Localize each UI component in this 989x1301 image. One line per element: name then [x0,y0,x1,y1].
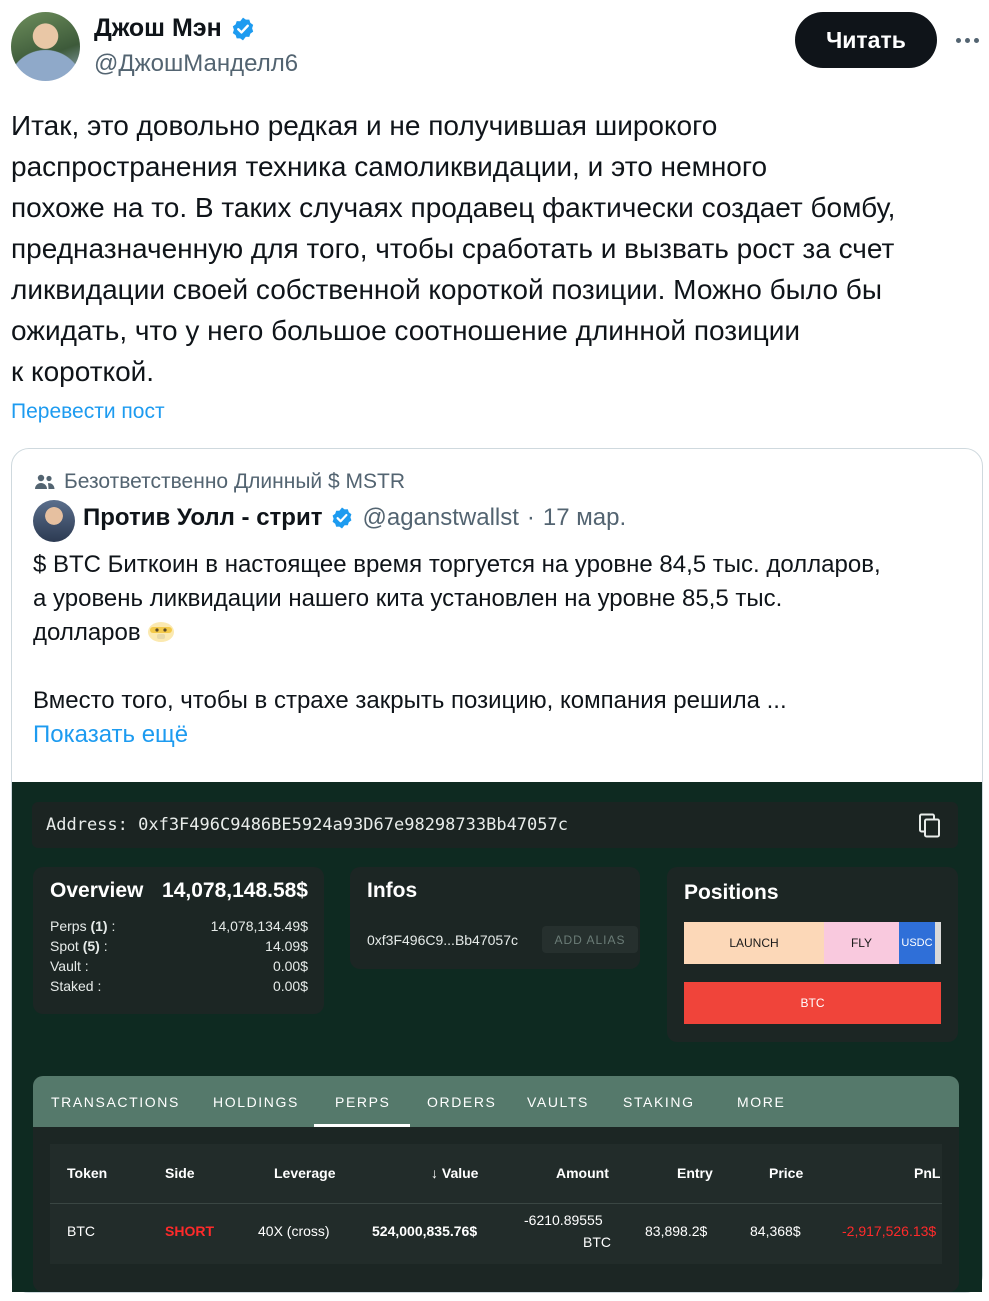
row-value: 14.09$ [265,938,308,954]
position-usdc-block[interactable]: USDC [899,922,935,964]
overview-title: Overview [50,879,144,902]
community-label[interactable] [34,470,405,494]
author-name[interactable]: Джош Мэн [94,14,222,42]
row-label: Spot [50,938,79,954]
cell-entry: 83,898.2$ [645,1223,708,1239]
infos-title: Infos [367,879,418,902]
row-count: (1) [90,918,108,934]
row-label: Staked : [50,978,102,994]
tab-orders[interactable]: ORDERS [427,1093,497,1110]
perps-table [50,1144,942,1264]
author-avatar[interactable] [11,12,80,81]
positions-title: Positions [684,881,779,904]
quoted-author-handle[interactable]: @aganstwallst [362,504,519,531]
quoted-author-avatar[interactable] [33,500,75,542]
infos-address: 0xf3F496C9...Bb47057c [367,932,518,948]
copy-icon[interactable] [918,813,942,839]
wallet-address: Address: 0xf3F496C9486BE5924a93D67e98298733Bb47057c [46,815,568,835]
row-suffix: : [107,918,116,934]
positions-panel [667,867,958,1042]
tab-perps[interactable]: PERPS [335,1093,391,1110]
quoted-author-name[interactable]: Против Уолл - стрит [83,504,323,531]
active-tab-indicator [314,1124,410,1127]
author-handle[interactable]: @ДжошМанделл6 [94,50,299,77]
cell-amount-unit: BTC [583,1234,611,1250]
cell-token: BTC [67,1223,95,1239]
column-header-side[interactable]: Side [165,1165,195,1181]
cell-value: 524,000,835.76$ [372,1223,478,1239]
verified-badge-icon [230,16,256,42]
community-icon [34,473,56,491]
table-row-divider [50,1203,942,1204]
position-other-block[interactable] [935,922,941,964]
row-value: 0.00$ [272,958,308,974]
overview-panel [33,867,324,1014]
more-options-icon[interactable] [950,26,984,54]
column-header-price[interactable]: Price [769,1165,804,1181]
community-name: Безответственно Длинный $ MSTR [64,470,406,493]
follow-button[interactable]: Читать [795,12,937,68]
column-header-pnl[interactable]: PnL [914,1165,941,1181]
tab-vaults[interactable]: VAULTS [527,1093,589,1110]
tab-holdings[interactable]: HOLDINGS [213,1093,299,1110]
position-launch-block[interactable]: LAUNCH [684,922,824,964]
column-header-token[interactable]: Token [67,1165,108,1181]
quoted-verified-badge-icon [330,506,354,530]
separator-dot: · [526,504,535,531]
address-bar [32,802,958,848]
quoted-tweet-text [33,548,973,718]
cell-leverage: 40X (cross) [258,1223,330,1239]
show-more-link[interactable]: Показать ещё [33,721,189,748]
column-header-leverage[interactable]: Leverage [274,1165,336,1181]
quoted-tweet-date[interactable]: 17 мар. [542,504,627,531]
row-label: Vault : [50,958,89,974]
quoted-text-part2: Вместо того, чтобы в страхе закрыть позицию, компания решила ... [33,687,787,714]
tab-staking[interactable]: STAKING [623,1093,695,1110]
cell-side: SHORT [165,1223,214,1239]
shushing-face-emoji-icon [147,620,175,644]
translate-post-link[interactable]: Перевести пост [11,400,165,423]
tab-bar [33,1076,959,1127]
add-alias-button[interactable]: ADD ALIAS [542,926,638,953]
row-label: Perps [50,918,87,934]
tab-transactions[interactable]: TRANSACTIONS [51,1093,180,1110]
quoted-author-row [83,504,626,532]
column-header-value[interactable]: ↓ Value [431,1165,479,1181]
cell-amount: -6210.89555 [524,1212,603,1228]
row-value: 0.00$ [272,978,308,994]
row-count: (5) [82,938,100,954]
row-value: 14,078,134.49$ [210,918,308,934]
cell-price: 84,368$ [750,1223,801,1239]
tab-more[interactable]: MORE [737,1093,786,1110]
author-name-row [94,14,256,43]
position-btc-block[interactable]: BTC [684,982,941,1024]
overview-total: 14,078,148.58$ [162,879,308,902]
cell-pnl: -2,917,526.13$ [842,1223,937,1239]
infos-panel [350,867,640,969]
position-fly-block[interactable]: FLY [824,922,899,964]
column-header-amount[interactable]: Amount [556,1165,609,1181]
quoted-text-part1: $ BTC Биткоин в настоящее время торгуется на уровне 84,5 тыс. долларов, а уровень ликвидации нашего кита установлен на уровне 85,5 тыс. долларов [33,551,881,646]
column-header-entry[interactable]: Entry [677,1165,713,1181]
tweet-text: Итак, это довольно редкая и не получившая широкого распространения техника самоликвидации, и это немного похоже на то. В таких случаях продавец фактически создает бомбу, предназначенную для того, чтобы сработать и вызвать рост за счет ликвидации своей собственной короткой позиции. Можно было бы ожидать, что у него большое соотношение длинной позиции к короткой. [11,110,896,387]
row-suffix: : [99,938,108,954]
